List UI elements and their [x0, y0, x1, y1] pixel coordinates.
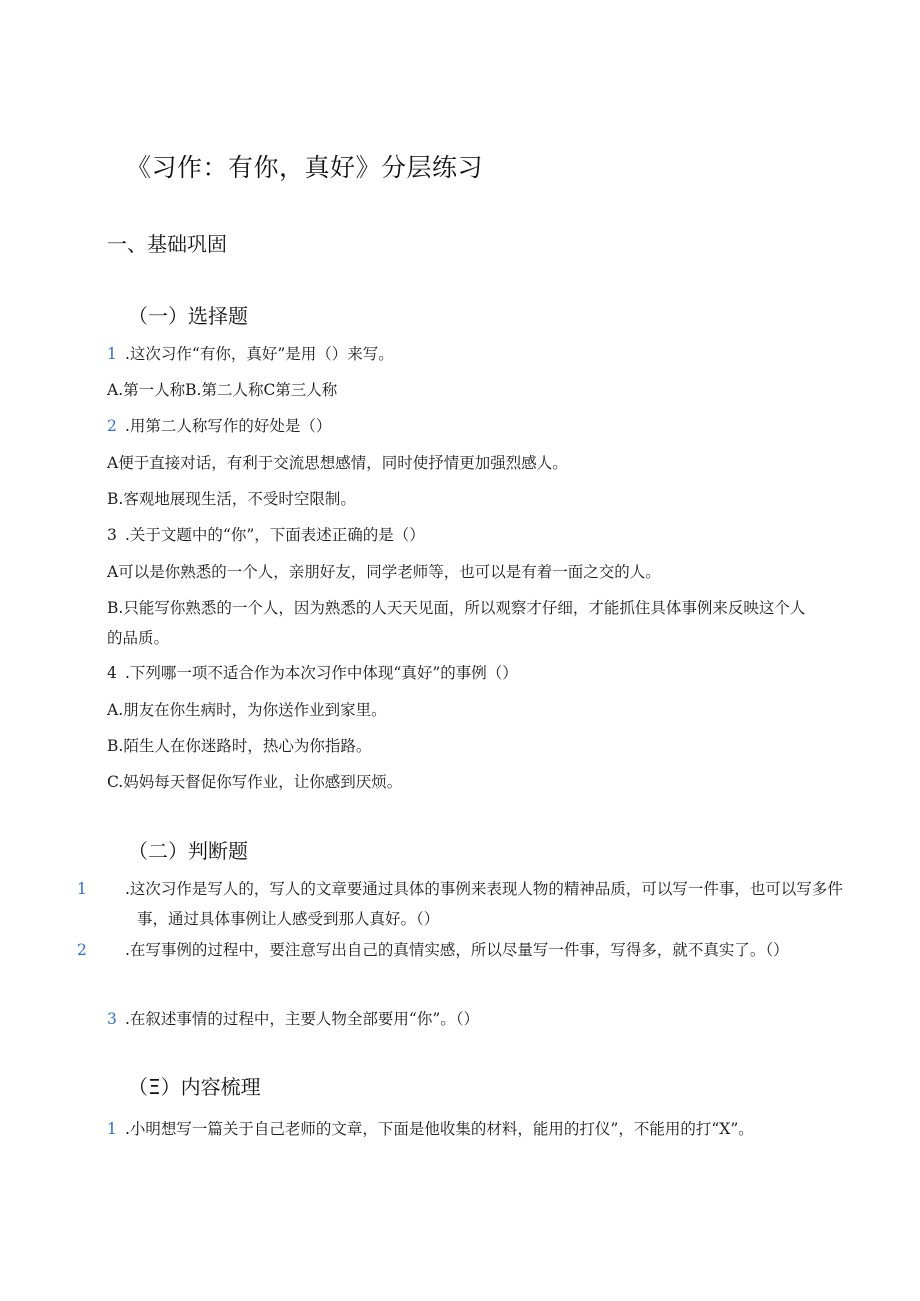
- content-question-1: [107, 1114, 797, 1144]
- choice-question-4-option-a: A.朋友在你生病时，为你送作业到家里。: [107, 701, 387, 719]
- part-heading-content: （Ξ）内容梳理: [128, 1075, 261, 1099]
- question-text: .在写事例的过程中，要注意写出自己的真情实感，所以尽量写一件事，写得多，就不真实了。（）: [125, 941, 789, 959]
- choice-question-4: [107, 662, 518, 684]
- part-heading-judgement: （二）判断题: [128, 839, 248, 863]
- choice-question-3-option-b: B.只能写你熟悉的一个人，因为熟悉的人天天见面，所以观察才仔细，才能抓住具体事例来反映这个人的品质。: [107, 599, 806, 647]
- question-number: 2: [107, 417, 117, 435]
- question-number: 1: [107, 345, 117, 363]
- choice-question-4-option-b: B.陌生人在你迷路时，热心为你指路。: [107, 737, 372, 755]
- choice-question-2-option-b: B.客观地展现生活，不受时空限制。: [107, 490, 356, 508]
- judgement-question-2: [77, 935, 847, 965]
- choice-question-1: [107, 343, 394, 365]
- choice-question-4-option-c: C.妈妈每天督促你写作业，让你感到厌烦。: [107, 773, 403, 791]
- question-text: .这次习作“有你，真好”是用（）来写。: [125, 345, 394, 363]
- judgement-question-3: [107, 1008, 479, 1030]
- question-number: 1: [77, 880, 87, 898]
- question-text: .下列哪一项不适合作为本次习作中体现“真好”的事例（）: [125, 664, 518, 682]
- document-title: 《习作：有你，真好》分层练习: [126, 153, 484, 182]
- part-heading-choice: （一）选择题: [128, 304, 248, 328]
- question-number: 3: [107, 1010, 117, 1028]
- section-heading-basics: 一、基础巩固: [107, 232, 227, 256]
- question-number: 1: [107, 1120, 117, 1138]
- choice-question-2-option-a: A便于直接对话，有利于交流思想感情，同时使抒情更加强烈感人。: [107, 454, 568, 472]
- judgement-question-1: [77, 874, 847, 934]
- choice-question-3-option-a: A可以是你熟悉的一个人，亲朋好友，同学老师等，也可以是有着一面之交的人。: [107, 563, 661, 581]
- question-text: .关于文题中的“你”，下面表述正确的是（）: [125, 526, 425, 544]
- question-text: .用第二人称写作的好处是（）: [125, 417, 332, 435]
- question-number: 4: [107, 664, 117, 682]
- question-text: .在叙述事情的过程中，主要人物全部要用“你”。（）: [125, 1010, 480, 1028]
- question-text: .这次习作是写人的，写人的文章要通过具体的事例来表现人物的精神品质，可以写一件事，也可以写多件事，通过具体事例让人感受到那人真好。（）: [125, 880, 843, 928]
- question-text: .小明想写一篇关于自己老师的文章，下面是他收集的材料，能用的打仪”，不能用的打“X”。: [125, 1120, 754, 1138]
- choice-question-2: [107, 415, 331, 437]
- question-number: 2: [77, 941, 87, 959]
- question-number: 3: [107, 526, 117, 544]
- choice-question-1-options: A.第一人称B.第二人称C第三人称: [107, 381, 338, 399]
- choice-question-3: [107, 524, 425, 546]
